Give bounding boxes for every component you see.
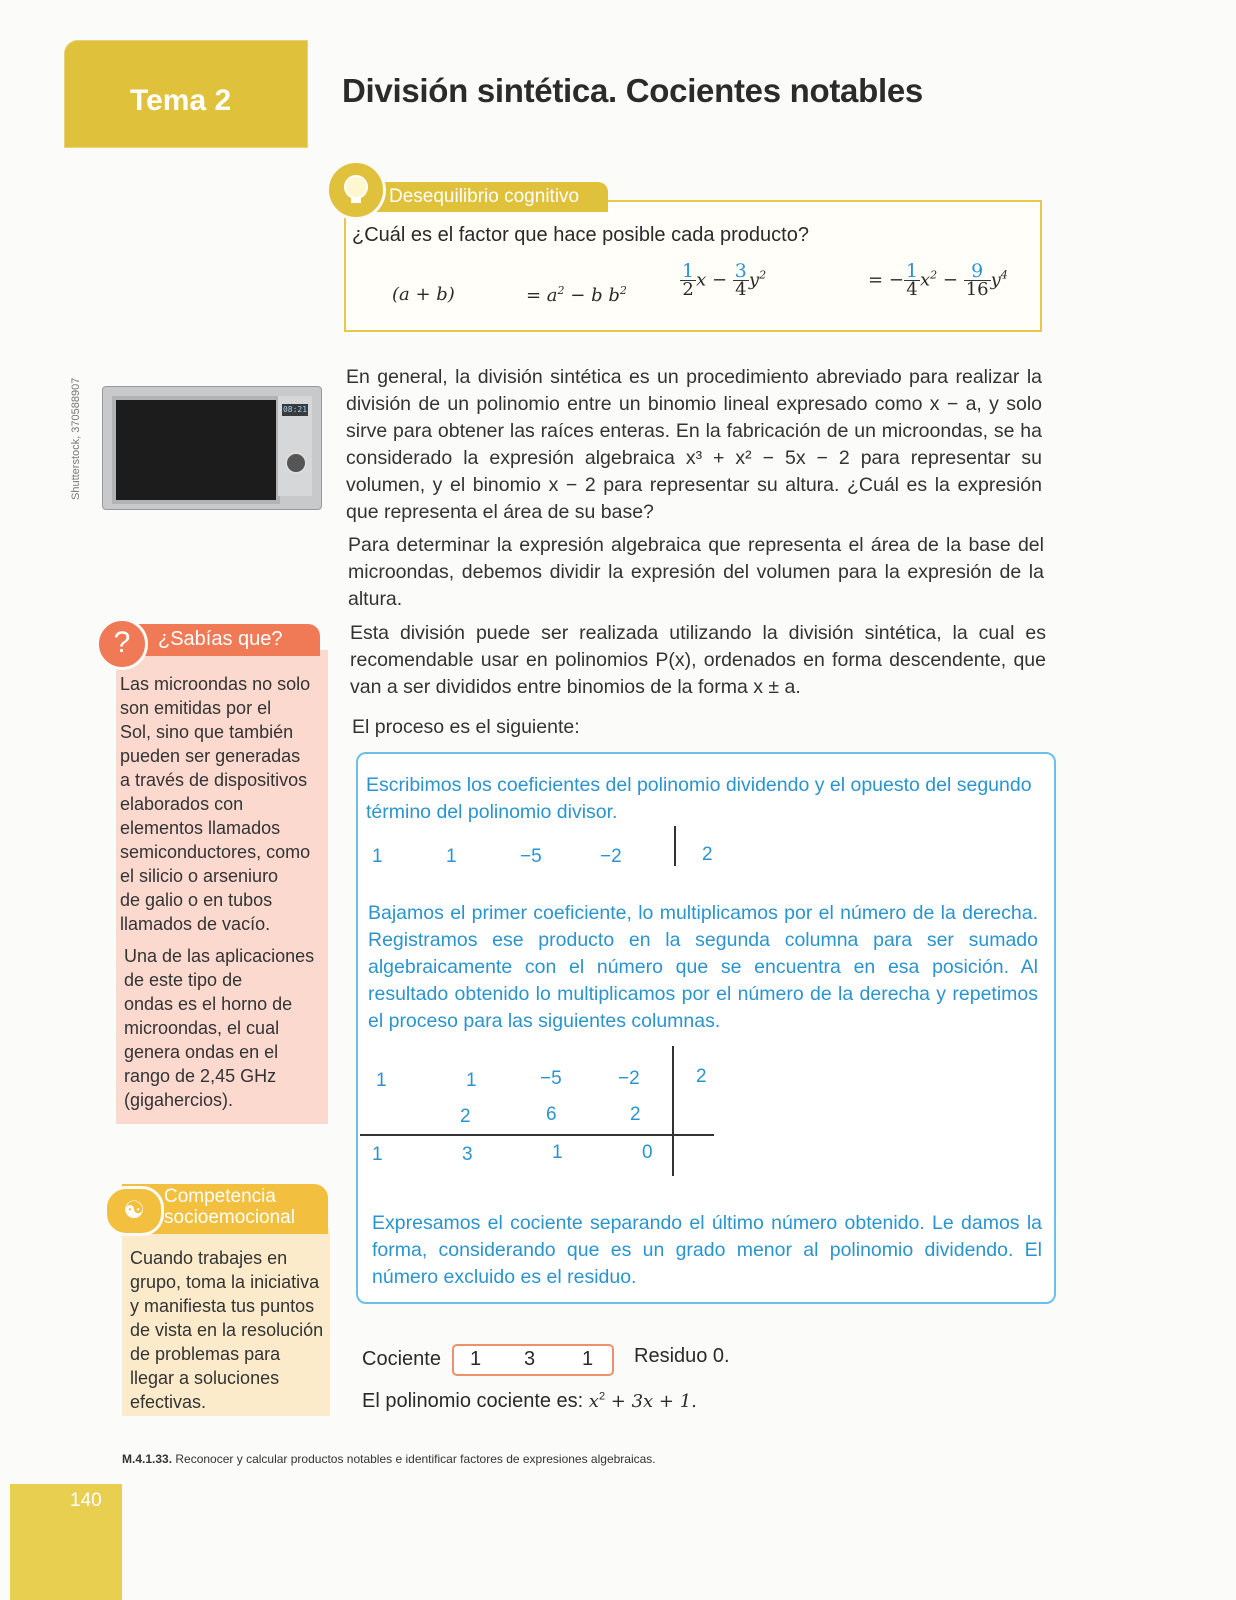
curriculum-note: M.4.1.33. Reconocer y calcular productos notables e identificar factores de expresiones algebraicas.: [122, 1452, 656, 1466]
desequilibrio-label: Desequilibrio cognitivo: [389, 186, 580, 207]
expr-2: = $a^2 - b$ $b^2$: [526, 284, 627, 306]
residuo: Residuo 0.: [634, 1345, 730, 1367]
page-number-tab: [10, 1484, 122, 1600]
coef-4: −2: [600, 846, 622, 867]
coef-1: 1: [372, 846, 383, 867]
microwave-door: [112, 396, 280, 504]
paragraph-determinar: Para determinar la expresión algebraica que representa el área de la base del microondas, debemos dividir la expresión del volumen para la expresión de la altura.: [348, 534, 1044, 610]
process-step-1: Escribimos los coeficientes del polinomio dividendo y el opuesto del segundo término del polinomio divisor.: [366, 774, 1032, 823]
paragraph-intro: En general, la división sintética es un procedimiento abreviado para realizar la división de un polinomio entre un binomio lineal expresado como x − a, y solo sirve para obtener las raíces enteras. En la fabricación de un microondas, se ha considerado la expresión algebraica x³ + x² − 5x − 2 para representar su volumen, y el binomio x − 2 para representar su altura. ¿Cuál es la expresión que representa el área de su base?: [346, 366, 1042, 523]
table-cell: −2: [618, 1068, 640, 1089]
sabias-text-1: Las microondas no solo son emitidas por el Sol, sino que también pueden ser generadas a través de dispositivos elaborados con elementos llamados semiconductores, como el silicio o arseniuro de galio o en tubos llamados de vacío.: [120, 674, 311, 934]
divisor-bar: [674, 826, 676, 866]
table-cell: 6: [546, 1104, 557, 1125]
microwave-knob: [285, 452, 307, 474]
tema-label: Tema 2: [130, 84, 232, 117]
table-cell: 2: [630, 1104, 641, 1125]
question-icon: ?: [96, 618, 148, 670]
lightbulb-icon: [326, 160, 386, 220]
cociente-value: 1: [470, 1348, 482, 1370]
image-credit: Shutterstock, 370588907: [70, 377, 82, 500]
table-cell: 1: [376, 1070, 387, 1091]
expr-4: = − $\frac{1}{4}$ $x^2$ − $\frac{9}{16}$ $y^4$: [868, 260, 1008, 300]
table-divisor-bar: [672, 1046, 674, 1176]
handshake-icon: ☯: [104, 1186, 164, 1236]
expr-3: $\frac{1}{2}$ x − $\frac{3}{4}$ $y^2$: [682, 260, 767, 300]
sabias-title: ¿Sabías que?: [158, 628, 283, 650]
divisor-value: 2: [702, 844, 713, 865]
table-cell: 1: [552, 1142, 563, 1163]
desequilibrio-question: ¿Cuál es el factor que hace posible cada producto?: [352, 224, 809, 246]
expr-1: (a + b): [392, 284, 455, 305]
cociente-value: 1: [582, 1348, 594, 1370]
quotient-polynomial: El polinomio cociente es: $x^2 + 3x + 1$.: [362, 1390, 697, 1412]
table-cell: 0: [642, 1142, 653, 1163]
microwave-display: 08:21: [282, 405, 308, 414]
table-cell: −5: [540, 1068, 562, 1089]
table-cell: 1: [466, 1070, 477, 1091]
table-cell: 2: [460, 1106, 471, 1127]
table-sum-line: [360, 1134, 714, 1136]
cociente-label: Cociente: [362, 1348, 441, 1370]
process-step-3: Expresamos el cociente separando el último número obtenido. Le damos la forma, considerando que es un grado menor al polinomio dividendo. El número excluido es el residuo.: [372, 1212, 1042, 1288]
page-title: División sintética. Cocientes notables: [342, 72, 923, 109]
page-number: 140: [70, 1490, 102, 1511]
sabias-text-2: Una de las aplicaciones de este tipo de ondas es el horno de microondas, el cual genera ondas en el rango de 2,45 GHz (gigahercios).: [124, 946, 315, 1110]
table-cell: 3: [462, 1144, 473, 1165]
table-cell: 1: [372, 1144, 383, 1165]
paragraph-division: Esta división puede ser realizada utilizando la división sintética, la cual es recomendable usar en polinomios P(x), ordenados en forma descendente, que van a ser divididos entre binomios de la forma x ± a.: [350, 622, 1046, 698]
cociente-value: 3: [524, 1348, 536, 1370]
table-divisor: 2: [696, 1066, 707, 1087]
paragraph-proceso: El proceso es el siguiente:: [352, 716, 580, 738]
coef-2: 1: [446, 846, 457, 867]
process-step-2: Bajamos el primer coeficiente, lo multiplicamos por el número de la derecha. Registramos ese producto en la segunda columna para ser sumado algebraicamente con el número que se encuentra en esa posición. Al resultado obtenido lo multiplicamos por el número de la derecha y repetimos el proceso para las siguientes columnas.: [368, 902, 1038, 1032]
competencia-text: Cuando trabajes en grupo, toma la iniciativa y manifiesta tus puntos de vista en la resolución de problemas para llegar a soluciones efectivas.: [130, 1248, 324, 1412]
competencia-title: Competencia socioemocional: [164, 1186, 295, 1228]
coef-3: −5: [520, 846, 542, 867]
